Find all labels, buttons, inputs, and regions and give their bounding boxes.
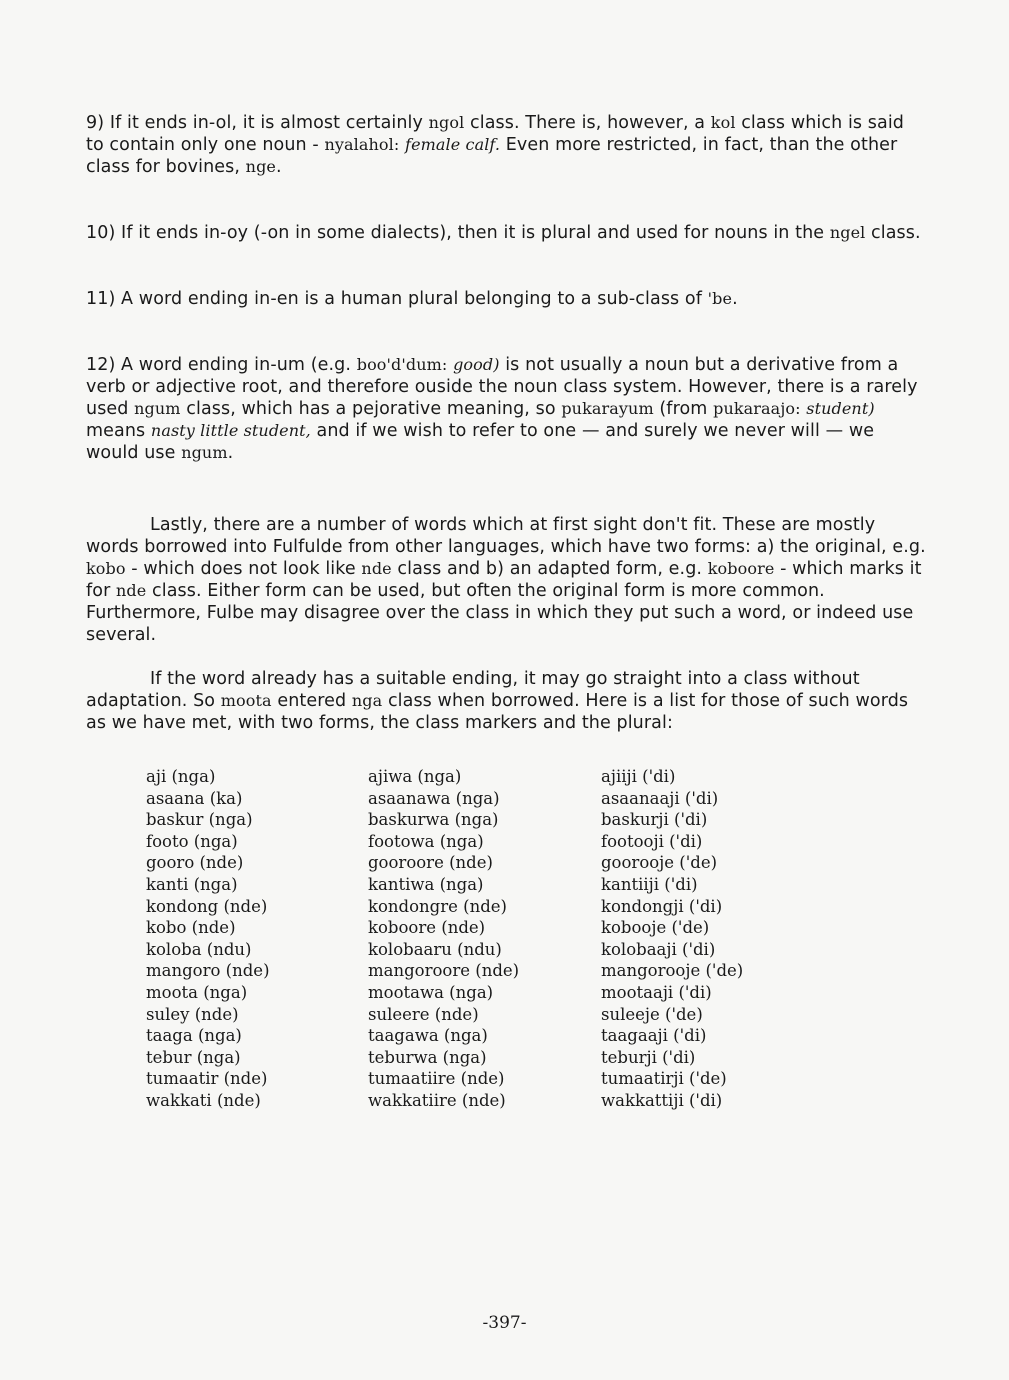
table-row xyxy=(146,831,743,853)
adapted-form: ajiwa (nga) xyxy=(368,767,462,786)
text: . xyxy=(276,157,282,177)
adapted-form: kondongre (nde) xyxy=(368,896,507,916)
text: class. There is, however, a xyxy=(464,113,711,133)
table-row xyxy=(146,1090,743,1112)
table-row xyxy=(146,917,743,939)
adapted-form: taagawa (nga) xyxy=(368,1026,488,1046)
page-body xyxy=(86,112,926,756)
paragraph-lastly xyxy=(86,514,926,646)
plural-form: kobooje ('de) xyxy=(601,918,710,938)
term: ngel xyxy=(829,223,866,242)
plural-form: tumaatirji ('de) xyxy=(601,1069,727,1089)
adapted-form: wakkatiire (nde) xyxy=(368,1090,506,1110)
text: class and b) an adapted form, e.g. xyxy=(391,559,708,579)
plural-form: teburji ('di) xyxy=(601,1047,696,1067)
table-row xyxy=(146,809,743,831)
plural-form: wakkattiji ('di) xyxy=(601,1090,723,1110)
plural-form: ajiiji ('di) xyxy=(601,767,676,786)
page-number: -397- xyxy=(482,1313,527,1333)
gloss: nasty little student, xyxy=(150,421,311,440)
gloss: good) xyxy=(453,355,500,374)
gloss: student) xyxy=(806,399,875,418)
plural-form: mangorooje ('de) xyxy=(601,961,744,981)
text: class. xyxy=(865,223,921,243)
adapted-form: gooroore (nde) xyxy=(368,853,493,873)
adapted-form: suleere (nde) xyxy=(368,1004,479,1024)
table-row xyxy=(146,1004,743,1026)
table-row xyxy=(146,1025,743,1047)
paragraph-12 xyxy=(86,354,926,464)
original-form: tumaatir (nde) xyxy=(146,1069,268,1089)
table-row xyxy=(146,1047,743,1069)
text: is not usually a noun but a derivative from a verb or adjective root, and therefore ouside the noun class system. However, there is a rarely used xyxy=(86,355,918,419)
plural-form: taagaaji ('di) xyxy=(601,1026,707,1046)
text: class, which has a pejorative meaning, so xyxy=(180,399,562,419)
text: class which is said to contain only one noun - xyxy=(86,113,905,155)
term: nyalahol: xyxy=(324,135,400,154)
text: class when borrowed. Here is a list for those of such words as we have met, with two forms, the class markers and the plural: xyxy=(86,691,909,733)
paragraph-9 xyxy=(86,112,926,178)
text: class. Either form can be used, but often the original form is more common. Furthermore, Fulbe may disagree over the class in which they put such a word, or indeed use several. xyxy=(86,581,914,645)
term: nga xyxy=(351,691,383,710)
term: nde xyxy=(361,559,392,578)
plural-form: kantiiji ('di) xyxy=(601,874,698,894)
term: ngol xyxy=(428,113,465,132)
term: koboore xyxy=(707,559,775,578)
borrowed-words-table xyxy=(146,766,743,1112)
text: entered xyxy=(271,691,352,711)
term: moota xyxy=(220,691,272,710)
original-form: suley (nde) xyxy=(146,1004,239,1024)
text: - which does not look like xyxy=(125,559,362,579)
table-row xyxy=(146,1068,743,1090)
adapted-form: baskurwa (nga) xyxy=(368,810,499,830)
adapted-form: kantiwa (nga) xyxy=(368,874,484,894)
adapted-form: kolobaaru (ndu) xyxy=(368,939,502,959)
original-form: taaga (nga) xyxy=(146,1026,242,1046)
original-form: kanti (nga) xyxy=(146,874,238,894)
word-rows xyxy=(146,766,743,1112)
term: ngum xyxy=(134,399,181,418)
term: nde xyxy=(116,581,147,600)
original-form: wakkati (nde) xyxy=(146,1090,261,1110)
adapted-form: tumaatiire (nde) xyxy=(368,1069,505,1089)
original-form: kondong (nde) xyxy=(146,896,268,916)
original-form: koloba (ndu) xyxy=(146,939,252,959)
table-row xyxy=(146,939,743,961)
original-form: moota (nga) xyxy=(146,982,248,1002)
table-row xyxy=(146,960,743,982)
table-row xyxy=(146,766,743,788)
original-form: gooro (nde) xyxy=(146,853,244,873)
plural-form: baskurji ('di) xyxy=(601,810,708,830)
table-row xyxy=(146,788,743,810)
term: kol xyxy=(710,113,736,132)
gloss: female calf. xyxy=(405,135,501,154)
text: Lastly, there are a number of words which at first sight don't fit. These are mostly words borrowed into Fulfulde from other languages, which have two forms: a) the original, e.g. xyxy=(86,515,926,557)
text: If the word already has a suitable ending, it may go straight into a class without adaptation. So xyxy=(86,669,860,711)
plural-form: suleeje ('de) xyxy=(601,1004,703,1024)
text: and if we wish to refer to one — and surely we never will — we would use xyxy=(86,421,875,463)
table-row xyxy=(146,982,743,1004)
adapted-form: koboore (nde) xyxy=(368,918,486,938)
original-form: footo (nga) xyxy=(146,831,238,851)
original-form: mangoro (nde) xyxy=(146,961,270,981)
adapted-form: mootawa (nga) xyxy=(368,982,494,1002)
paragraph-10 xyxy=(86,222,926,244)
text: . xyxy=(732,289,738,309)
paragraph-11 xyxy=(86,288,926,310)
plural-form: mootaaji ('di) xyxy=(601,982,712,1002)
term: ngum xyxy=(181,443,228,462)
term: nge xyxy=(245,157,276,176)
text: Even more restricted, in fact, than the other class for bovines, xyxy=(86,135,898,177)
plural-form: asaanaaji ('di) xyxy=(601,788,719,808)
term: pukarayum xyxy=(561,399,654,418)
original-form: aji (nga) xyxy=(146,767,216,786)
original-form: kobo (nde) xyxy=(146,918,236,938)
original-form: baskur (nga) xyxy=(146,810,253,830)
text: - which marks it for xyxy=(86,559,922,601)
plural-form: kondongji ('di) xyxy=(601,896,723,916)
table-row xyxy=(146,874,743,896)
original-form: tebur (nga) xyxy=(146,1047,241,1067)
term: kobo xyxy=(86,559,126,578)
original-form: asaana (ka) xyxy=(146,788,243,808)
adapted-form: teburwa (nga) xyxy=(368,1047,487,1067)
table-row xyxy=(146,852,743,874)
adapted-form: mangoroore (nde) xyxy=(368,961,520,981)
table-row xyxy=(146,896,743,918)
text: 12) A word ending in-um (e.g. xyxy=(86,355,357,375)
plural-form: goorooje ('de) xyxy=(601,853,718,873)
term: boo'd'dum: xyxy=(356,355,448,374)
term: 'be xyxy=(707,289,733,308)
text: . xyxy=(227,443,234,463)
text: means xyxy=(86,421,151,441)
text: 11) A word ending in-en is a human plural belonging to a sub-class of xyxy=(86,289,708,309)
term: pukaraajo: xyxy=(713,399,801,418)
text: 9) If it ends in-ol, it is almost certainly xyxy=(86,113,429,133)
plural-form: footooji ('di) xyxy=(601,831,703,851)
adapted-form: footowa (nga) xyxy=(368,831,484,851)
text: 10) If it ends in-oy (-on in some dialects), then it is plural and used for nouns in the xyxy=(86,223,830,243)
text: (from xyxy=(653,399,714,419)
plural-form: kolobaaji ('di) xyxy=(601,939,716,959)
paragraph-suitable-ending xyxy=(86,668,926,734)
adapted-form: asaanawa (nga) xyxy=(368,788,500,808)
